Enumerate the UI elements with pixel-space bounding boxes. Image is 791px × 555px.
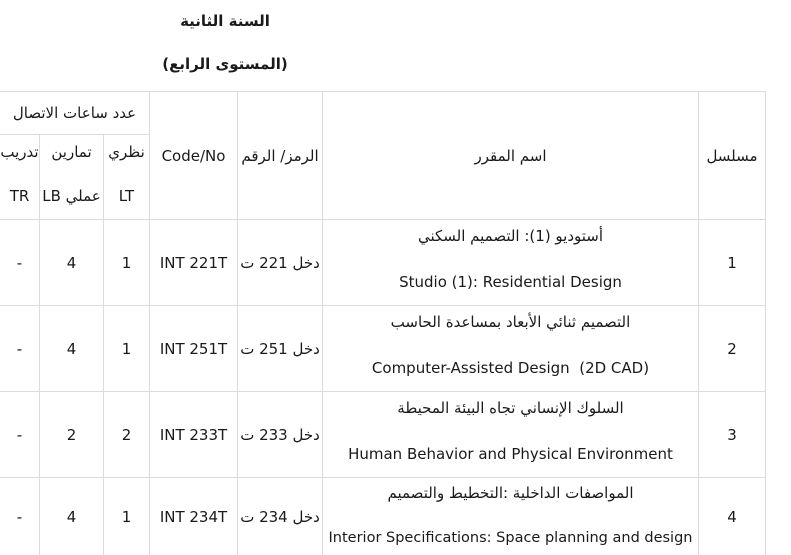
level-title: (المستوى الرابع) [162, 55, 288, 73]
row-lb: 2 [66, 425, 77, 444]
row-course-name [323, 484, 698, 546]
course-name-en: Computer-Assisted Design (2D CAD) [371, 359, 650, 377]
course-name-ar: التصميم ثنائي الأبعاد بمساعدة الحاسب [390, 313, 631, 331]
row-lt: 1 [121, 339, 132, 358]
row-course-name [323, 227, 698, 291]
row-code-en: INT 233T [159, 425, 228, 444]
row-code-ar: دخل 221 ت [240, 253, 320, 272]
row-code-ar: دخل 233 ت [240, 425, 320, 444]
header-theory [104, 143, 149, 205]
row-lb: 4 [66, 339, 77, 358]
header-lab [40, 143, 103, 205]
course-name-en: Human Behavior and Physical Environment [348, 445, 673, 463]
row-tr: - [16, 253, 23, 272]
course-name-ar: المواصفات الداخلية :التخطيط والتصميم [387, 484, 634, 502]
header-code-ar: الرمز/ الرقم [241, 146, 319, 165]
header-theory-en: LT [118, 187, 135, 205]
course-name-en: Interior Specifications: Space planning and design [328, 530, 693, 546]
row-lt: 2 [121, 425, 132, 444]
course-name-ar: السلوك الإنساني تجاه البيئة المحيطة [397, 399, 624, 417]
header-serial: مسلسل [706, 146, 758, 165]
header-lab-en: عملي LB [42, 187, 101, 205]
course-name-ar: أستوديو (1): التصميم السكني [417, 227, 604, 245]
row-code-en: INT 251T [159, 339, 228, 358]
header-lab-ar: تمارين [51, 143, 92, 161]
row-tr: - [16, 507, 23, 526]
header-training-en: TR [9, 187, 30, 205]
row-lt: 1 [121, 507, 132, 526]
row-tr: - [16, 425, 23, 444]
header-theory-ar: نظري [108, 143, 145, 161]
course-name-en: Studio (1): Residential Design [399, 273, 622, 291]
header-training-ar: تدريب [0, 143, 39, 161]
header-code-en: Code/No [161, 146, 226, 165]
row-course-name [323, 399, 698, 463]
row-code-en: INT 221T [159, 253, 228, 272]
year-title: السنة الثانية [180, 12, 270, 30]
row-serial: 3 [727, 425, 737, 444]
row-code-ar: دخل 251 ت [240, 339, 320, 358]
row-tr: - [16, 339, 23, 358]
row-serial: 4 [727, 507, 737, 526]
row-code-en: INT 234T [159, 507, 228, 526]
row-code-ar: دخل 234 ت [240, 507, 320, 526]
row-lt: 1 [121, 253, 132, 272]
header-course-name: اسم المقرر [474, 146, 547, 165]
row-course-name [323, 313, 698, 377]
header-training [0, 143, 39, 205]
row-serial: 1 [727, 253, 737, 272]
row-lb: 4 [66, 507, 77, 526]
header-contact-hours: عدد ساعات الاتصال [12, 104, 137, 122]
row-serial: 2 [727, 339, 737, 358]
row-lb: 4 [66, 253, 77, 272]
